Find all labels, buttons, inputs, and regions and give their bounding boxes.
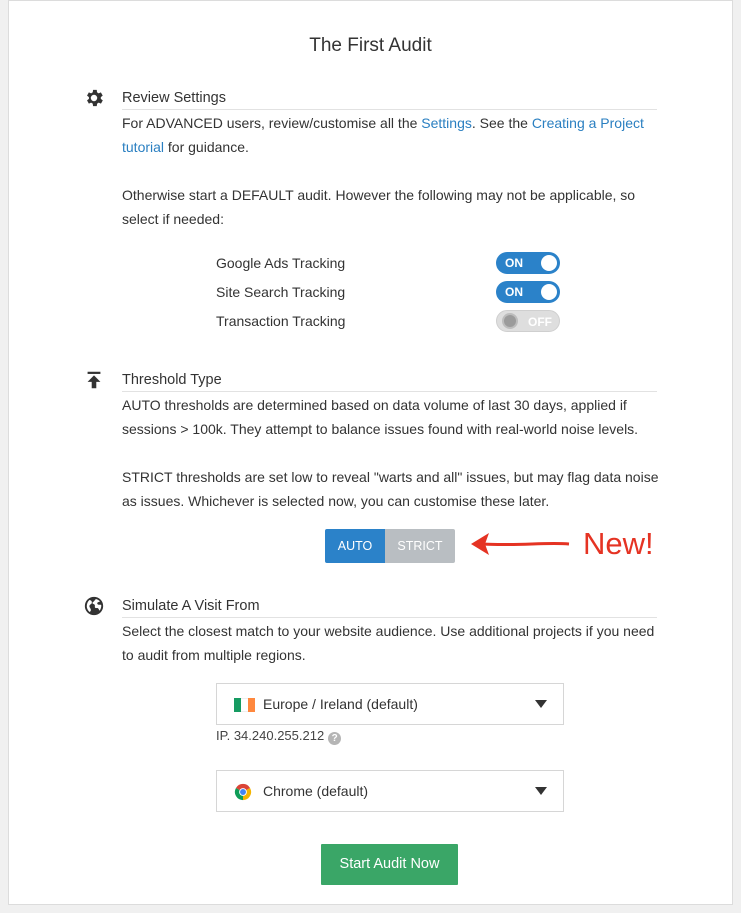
strict-threshold-button[interactable]: STRICT	[385, 529, 455, 563]
settings-link[interactable]: Settings	[421, 115, 472, 131]
toggle-knob	[502, 313, 518, 329]
toggle-knob	[541, 284, 557, 300]
page-title: The First Audit	[309, 35, 432, 56]
threshold-segmented-control	[325, 529, 455, 563]
transaction-tracking-toggle[interactable]: OFF	[496, 310, 560, 332]
review-settings-heading: Review Settings	[122, 90, 657, 110]
toggle-knob	[541, 255, 557, 271]
chrome-icon	[234, 783, 252, 801]
audit-panel	[8, 0, 733, 905]
toggle-label: Site Search Tracking	[216, 284, 346, 300]
start-audit-button[interactable]: Start Audit Now	[321, 844, 458, 885]
default-audit-text: Otherwise start a DEFAULT audit. However the following may not be applicable, so select if needed:	[122, 187, 636, 227]
globe-icon	[83, 595, 105, 617]
ireland-flag-icon	[234, 698, 255, 712]
simulate-visit-heading: Simulate A Visit From	[122, 598, 657, 618]
google-ads-tracking-toggle[interactable]: ON	[496, 252, 560, 274]
creating-project-tutorial-link[interactable]: Creating a Project tutorial	[122, 115, 644, 155]
annotation-arrow-icon	[467, 529, 572, 559]
toggle-label: Google Ads Tracking	[216, 255, 346, 271]
region-select[interactable]	[216, 683, 564, 725]
toggle-row-google-ads	[216, 252, 561, 276]
new-annotation: New!	[583, 526, 654, 561]
browser-select[interactable]	[216, 770, 564, 812]
caret-down-icon	[535, 787, 547, 795]
auto-threshold-button[interactable]: AUTO	[325, 529, 385, 563]
toggle-row-transaction	[216, 310, 561, 334]
upload-arrow-icon	[83, 369, 105, 391]
toggle-label: Transaction Tracking	[216, 313, 346, 329]
strict-threshold-text: STRICT thresholds are set low to reveal "warts and all" issues, but may flag data noise as issues. Whichever is selected now, you can customise these later.	[122, 469, 659, 509]
simulate-visit-text: Select the closest match to your website audience. Use additional projects if you need to audit from multiple regions.	[122, 623, 655, 663]
browser-select-value: Chrome (default)	[263, 783, 369, 799]
auto-threshold-text: AUTO thresholds are determined based on data volume of last 30 days, applied if sessions > 100k. They attempt to balance issues found with real-world noise levels.	[122, 397, 639, 437]
site-search-tracking-toggle[interactable]: ON	[496, 281, 560, 303]
ip-address: IP. 34.240.255.212 ?	[216, 728, 341, 745]
help-icon[interactable]: ?	[328, 732, 341, 745]
review-settings-text: For ADVANCED users, review/customise all the Settings. See the Creating a Project tutorial for guidance.	[122, 115, 644, 155]
threshold-type-heading: Threshold Type	[122, 372, 657, 392]
gear-icon	[83, 87, 105, 109]
caret-down-icon	[535, 700, 547, 708]
toggle-row-site-search	[216, 281, 561, 305]
region-select-value: Europe / Ireland (default)	[263, 696, 418, 712]
